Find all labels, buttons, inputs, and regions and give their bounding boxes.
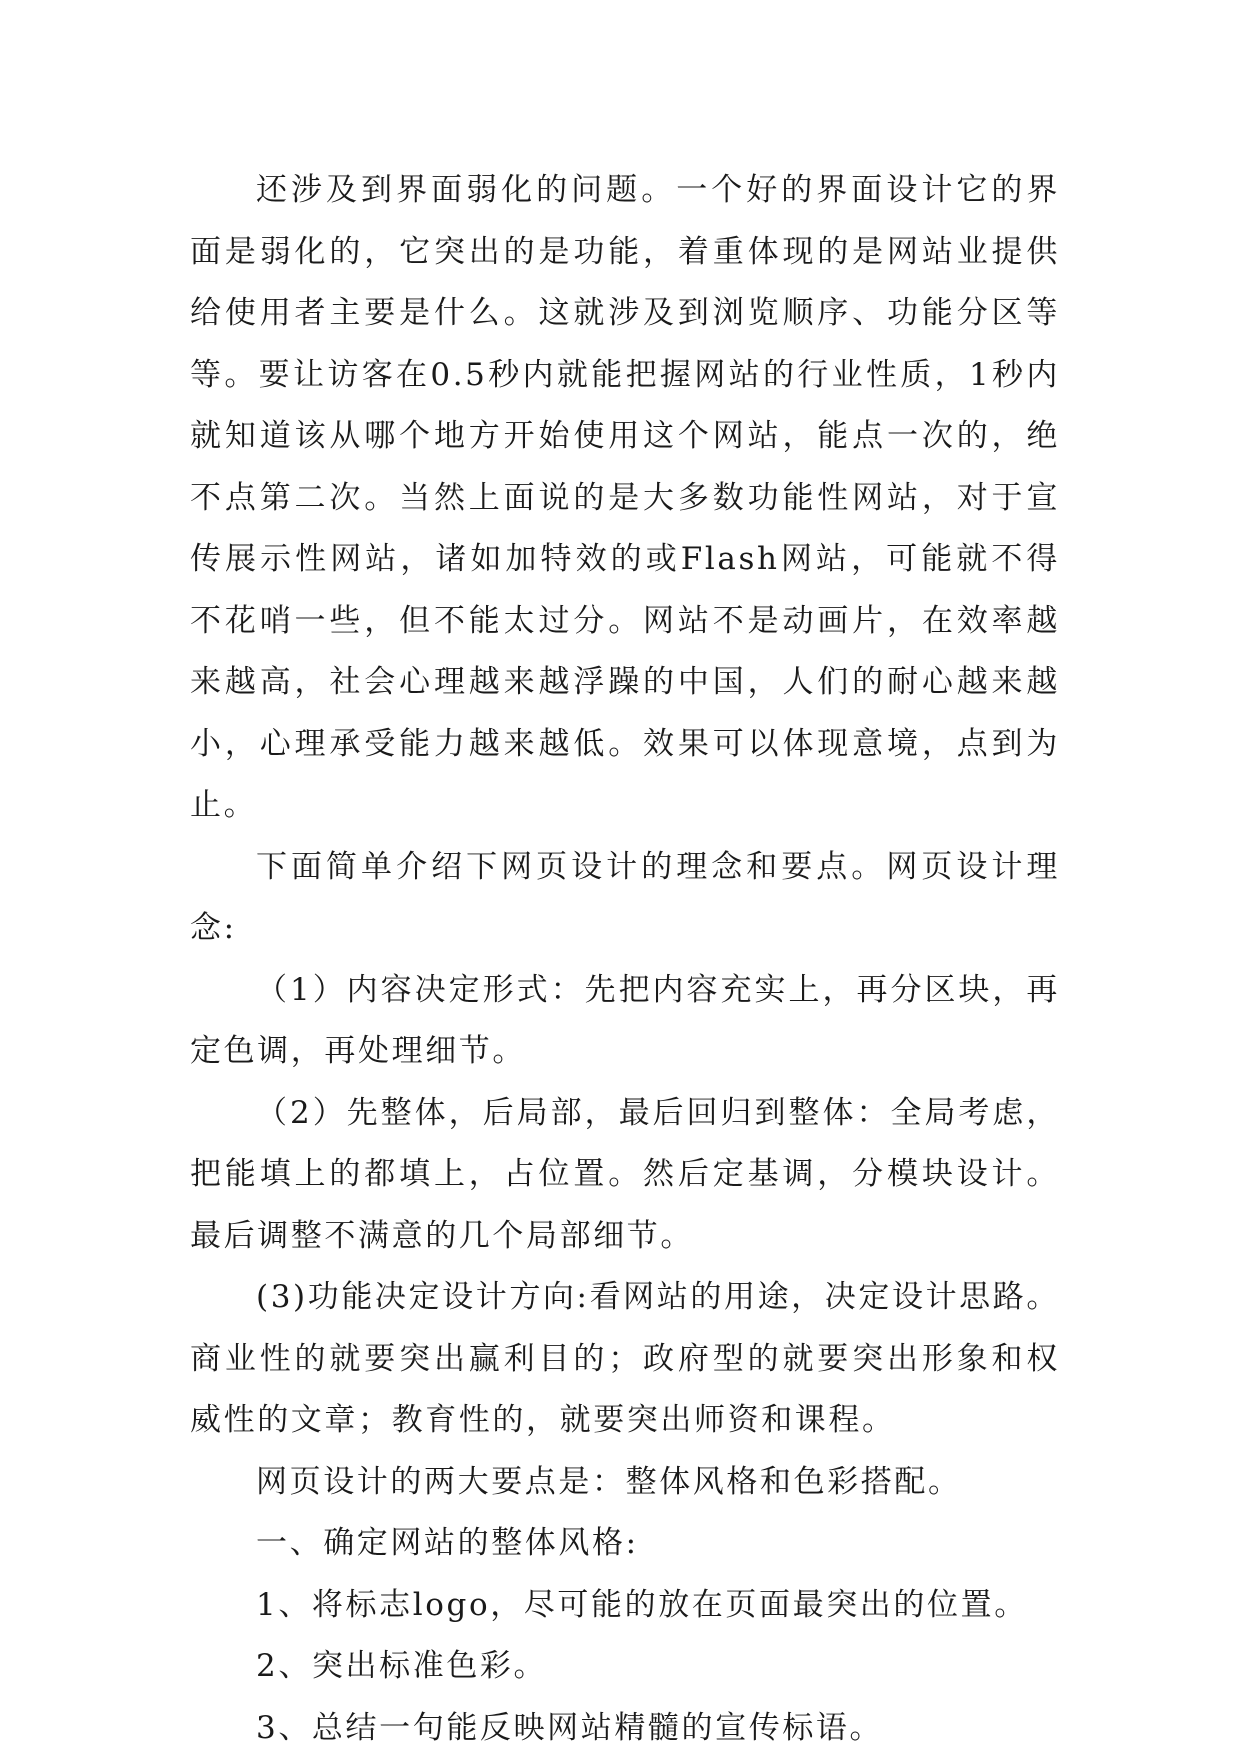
paragraph-interface-weakening: 还涉及到界面弱化的问题。一个好的界面设计它的界面是弱化的，它突出的是功能，着重体现的是网站业提供给使用者主要是什么。这就涉及到浏览顺序、功能分区等等。要让访客在0.5秒内就能把握网站的行业性质，1秒内就知道该从哪个地方开始使用这个网站，能点一次的，绝不点第二次。当然上面说的是大多数功能性网站，对于宣传展示性网站，诸如加特效的或Flash网站，可能就不得不花哨一些，但不能太过分。网站不是动画片，在效率越来越高，社会心理越来越浮躁的中国，人们的耐心越来越小，心理承受能力越来越低。效果可以体现意境，点到为止。: [190, 160, 1060, 837]
document-body: [190, 160, 1060, 1759]
paragraph-two-key-points: 网页设计的两大要点是：整体风格和色彩搭配。: [190, 1452, 1060, 1514]
paragraph-concept-3: (3)功能决定设计方向:看网站的用途，决定设计思路。商业性的就要突出赢利目的；政府型的就要突出形象和权威性的文章；教育性的，就要突出师资和课程。: [190, 1267, 1060, 1452]
list-item-standard-color: 2、突出标准色彩。: [190, 1636, 1060, 1698]
paragraph-design-concept-intro: 下面简单介绍下网页设计的理念和要点。网页设计理念:: [190, 837, 1060, 960]
list-item-logo: 1、将标志logo，尽可能的放在页面最突出的位置。: [190, 1575, 1060, 1637]
paragraph-concept-1: （1）内容决定形式：先把内容充实上，再分区块，再定色调，再处理细节。: [190, 960, 1060, 1083]
paragraph-concept-2: （2）先整体，后局部，最后回归到整体：全局考虑，把能填上的都填上，占位置。然后定基调，分模块设计。最后调整不满意的几个局部细节。: [190, 1083, 1060, 1268]
heading-overall-style: 一、确定网站的整体风格:: [190, 1513, 1060, 1575]
list-item-slogan: 3、总结一句能反映网站精髓的宣传标语。: [190, 1698, 1060, 1759]
